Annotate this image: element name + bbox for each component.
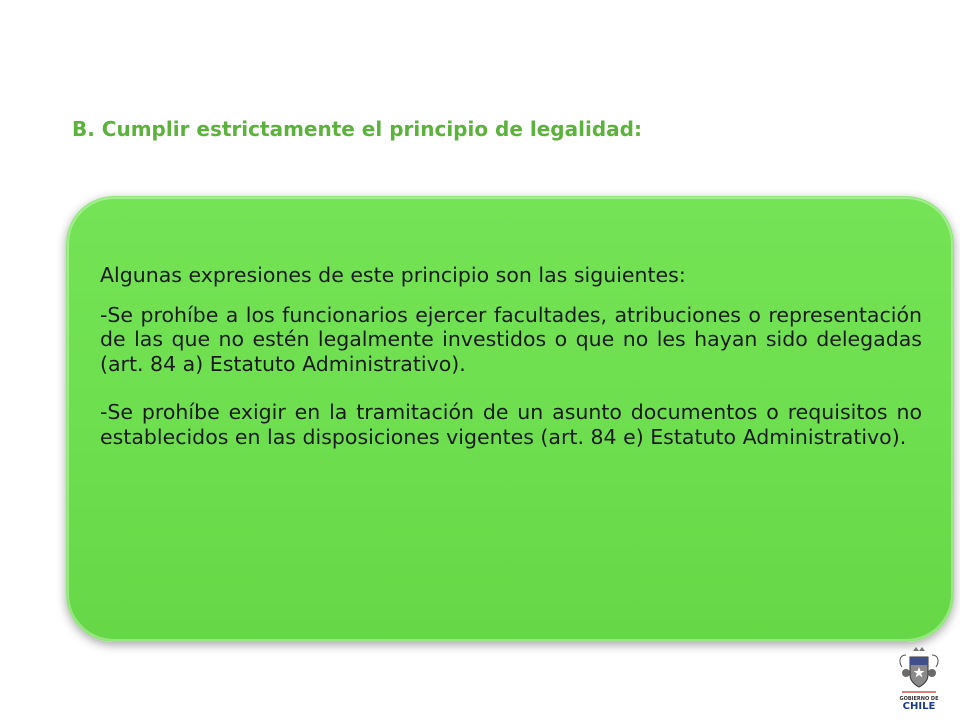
paragraph-1: -Se prohíbe a los funcionarios ejercer facultades, atribuciones o representación de las que no estén legalmente investidos o que no les hayan sido delegadas (art. 84 a) Estatuto Administrativo).	[100, 302, 922, 376]
content-box	[66, 196, 954, 642]
slide-title: B. Cumplir estrictamente el principio de legalidad:	[72, 117, 642, 141]
crest-text-line1: GOBIERNO DE	[899, 696, 939, 702]
paragraph-2: -Se prohíbe exigir en la tramitación de un asunto documentos o requisitos no establecidos en las disposiciones vigentes (art. 84 e) Estatuto Administrativo).	[100, 400, 922, 449]
content-text	[100, 263, 922, 474]
crest-text-line2: CHILE	[902, 701, 936, 712]
chile-government-crest-icon	[888, 645, 950, 715]
intro-text: Algunas expresiones de este principio son las siguientes:	[100, 263, 686, 287]
